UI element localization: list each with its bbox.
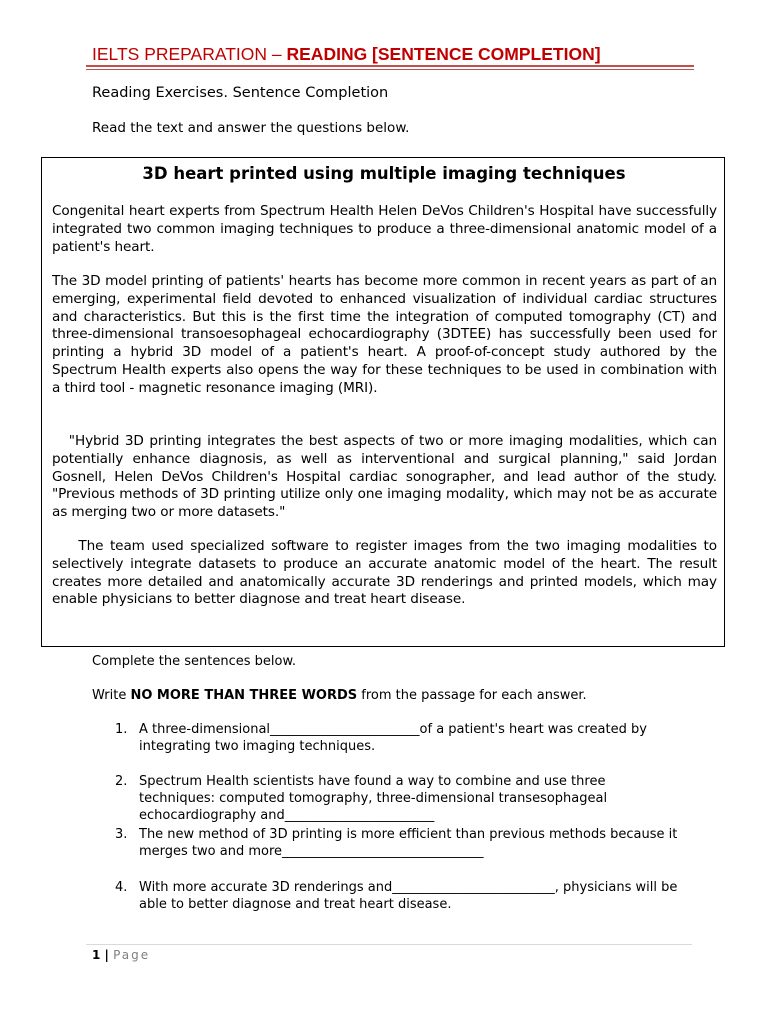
passage-paragraph-3: "Hybrid 3D printing integrates the best aspects of two or more imaging modalities, which can potentially enhance diagnosis, as well as interventional and surgical planning," said Jordan Gosnell, Helen DeVos Children's Hospital cardiac sonographer, and lead author of the study. "Previous methods of 3D printing utilize only one imaging modality, which may not be as accurate as merging two or more datasets." [52,433,717,521]
question-number: 4. [115,880,128,895]
header-rule-thick [86,65,694,67]
page-number: 1 [92,948,101,962]
header-topic: READING [SENTENCE COMPLETION] [286,44,601,64]
question-number: 2. [115,774,128,789]
question-text: The new method of 3D printing is more efficient than previous methods because it merges two and more_______________________________ [139,827,678,859]
exercise-instruction: Read the text and answer the questions below. [92,120,410,136]
task-word-limit [92,688,587,703]
word-limit-prefix: Write [92,688,131,703]
header-rule-thin [86,69,694,70]
page-footer [92,948,150,962]
exercise-subtitle: Reading Exercises. Sentence Completion [92,85,389,101]
question-text: With more accurate 3D renderings and_________________________, physicians will be able to better diagnose and treat heart disease. [139,880,678,912]
task-complete-instruction: Complete the sentences below. [92,654,297,669]
question-number: 1. [115,722,128,737]
question-text: A three-dimensional_______________________of a patient's heart was created by integrating two imaging techniques. [139,722,647,754]
word-limit-suffix: from the passage for each answer. [357,688,587,703]
passage-paragraph-4: The team used specialized software to register images from the two imaging modalities to selectively integrate datasets to produce an accurate anatomic model of the heart. The result creates more detailed and anatomically accurate 3D renderings and printed models, which may enable physicians to better diagnose and treat heart disease. [52,538,717,608]
footer-separator: | [100,948,114,962]
word-limit-bold: NO MORE THAN THREE WORDS [130,688,358,703]
page-header [92,44,692,65]
passage-title: 3D heart printed using multiple imaging techniques [142,164,626,183]
page-word: Page [113,948,151,962]
passage-paragraph-1: Congenital heart experts from Spectrum Health Helen DeVos Children's Hospital have successfully integrated two common imaging techniques to produce a three-dimensional anatomic model of a patient's heart. [52,203,717,255]
question-number: 3. [115,827,128,842]
question-text: Spectrum Health scientists have found a way to combine and use three techniques: computed tomography, three-dimensional transesophageal echocardiography and_______________________ [139,774,608,823]
footer-rule [86,944,692,945]
header-prefix: IELTS PREPARATION – [92,44,287,64]
passage-paragraph-2: The 3D model printing of patients' hearts has become more common in recent years as part of an emerging, experimental field devoted to enhanced visualization of individual cardiac structures and characteristics. But this is the first time the integration of computed tomography (CT) and three-dimensional transoesophageal echocardiography (3DTEE) has successfully been used for printing a hybrid 3D model of a patient's heart. A proof-of-concept study authored by the Spectrum Health experts also opens the way for these techniques to be used in combination with a third tool - magnetic resonance imaging (MRI). [52,273,717,396]
